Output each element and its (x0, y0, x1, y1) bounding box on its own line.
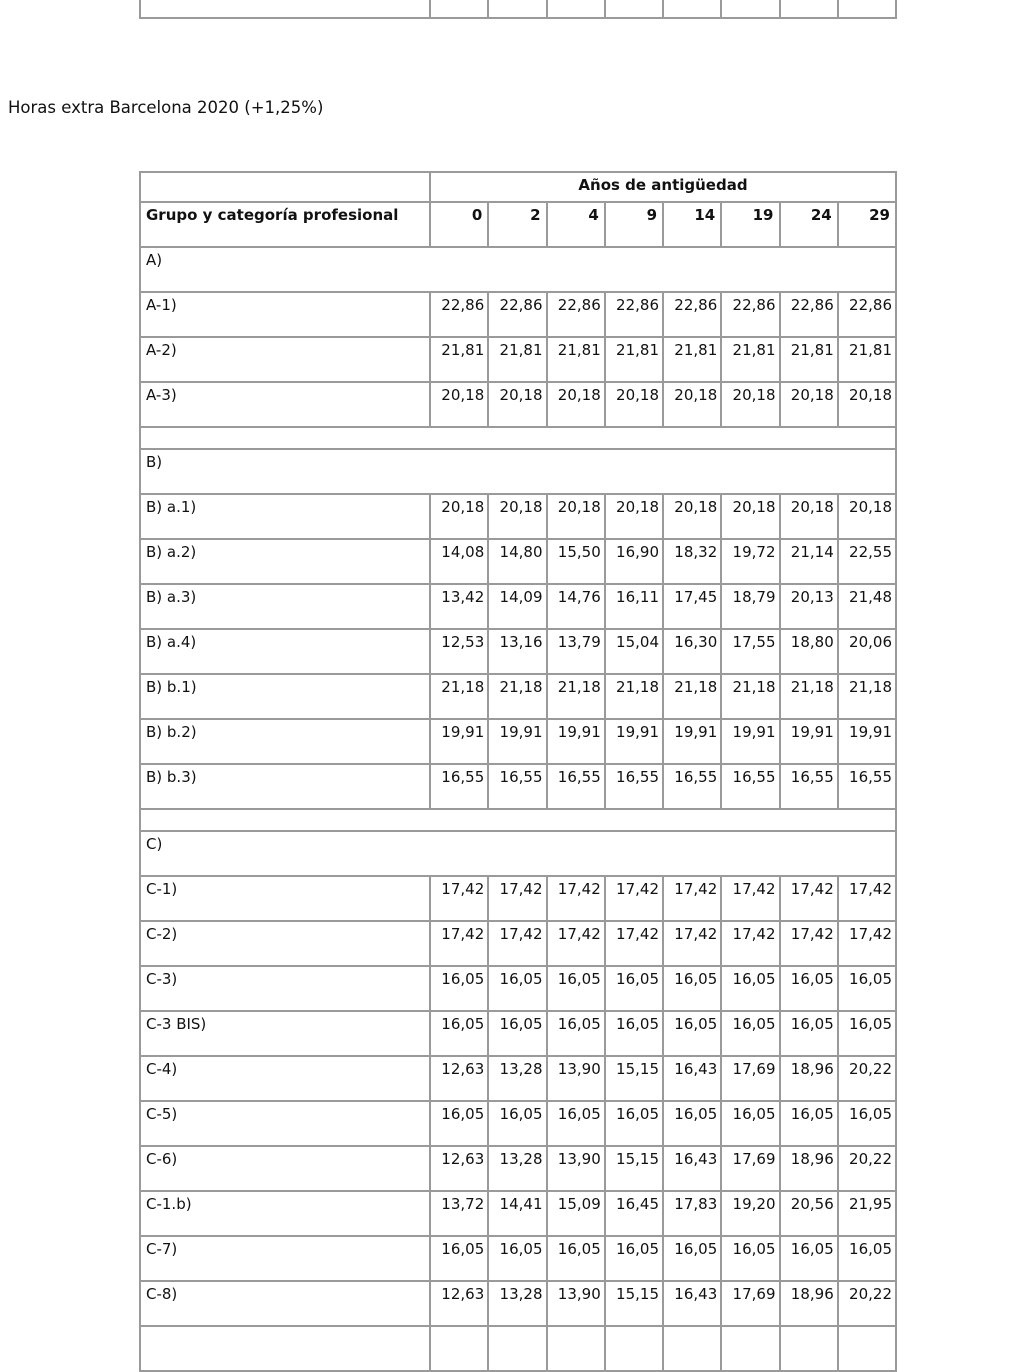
rate-cell: 20,22 (838, 1056, 896, 1101)
rate-cell: 21,81 (780, 337, 838, 382)
rate-cell: 12,63 (430, 1146, 488, 1191)
rate-cell: 16,05 (780, 1011, 838, 1056)
rate-cell: 19,91 (430, 719, 488, 764)
rate-cell: 17,42 (663, 876, 721, 921)
rate-cell: 19,91 (838, 719, 896, 764)
rate-cell: 15,15 (605, 1146, 663, 1191)
rate-cell: 21,14 (780, 539, 838, 584)
rate-cell: 16,05 (663, 966, 721, 1011)
rate-cell: 19,91 (721, 719, 779, 764)
rate-cell: 16,05 (605, 966, 663, 1011)
rate-cell: 20,06 (838, 629, 896, 674)
rate-cell: 16,55 (547, 764, 605, 809)
rate-cell: 18,79 (721, 584, 779, 629)
year-header: 2 (488, 202, 546, 247)
table-cell (430, 0, 488, 18)
table-row (140, 1101, 896, 1146)
rate-cell: 20,22 (838, 1146, 896, 1191)
rate-cell: 21,48 (838, 584, 896, 629)
rate-cell: 17,42 (488, 876, 546, 921)
year-header: 9 (605, 202, 663, 247)
rate-cell: 16,05 (721, 966, 779, 1011)
category-label: C-7) (140, 1236, 430, 1281)
rate-cell: 19,91 (488, 719, 546, 764)
rate-cell: 17,42 (721, 921, 779, 966)
year-header: 24 (780, 202, 838, 247)
rate-cell: 17,55 (721, 629, 779, 674)
rate-cell: 12,53 (430, 629, 488, 674)
table-row (140, 584, 896, 629)
rate-cell: 21,81 (430, 337, 488, 382)
rate-cell: 18,96 (780, 1281, 838, 1326)
rate-cell: 17,42 (663, 921, 721, 966)
group-label: A) (140, 247, 896, 292)
rate-cell: 19,91 (780, 719, 838, 764)
category-label: B) a.3) (140, 584, 430, 629)
group-row (140, 831, 896, 876)
rate-cell: 21,81 (605, 337, 663, 382)
rate-cell: 13,90 (547, 1056, 605, 1101)
year-header: 14 (663, 202, 721, 247)
year-header: 0 (430, 202, 488, 247)
rate-cell: 22,86 (430, 292, 488, 337)
rate-cell: 21,95 (838, 1191, 896, 1236)
table-cell (547, 0, 605, 18)
rate-cell: 21,81 (488, 337, 546, 382)
rate-cell: 21,18 (605, 674, 663, 719)
rate-cell: 16,05 (547, 1236, 605, 1281)
spacer-cell (140, 427, 896, 449)
table-row (140, 494, 896, 539)
rate-cell: 21,81 (721, 337, 779, 382)
rate-cell: 20,18 (605, 494, 663, 539)
rate-cell: 20,18 (838, 382, 896, 427)
table-row (140, 1191, 896, 1236)
rate-cell: 15,15 (605, 1281, 663, 1326)
rate-cell: 22,55 (838, 539, 896, 584)
rate-cell: 16,05 (838, 1101, 896, 1146)
rate-cell: 21,18 (430, 674, 488, 719)
rate-cell: 16,05 (430, 1101, 488, 1146)
table-row (140, 719, 896, 764)
rate-cell: 16,43 (663, 1281, 721, 1326)
table-cell (663, 0, 721, 18)
rate-cell: 13,90 (547, 1146, 605, 1191)
rate-cell: 18,96 (780, 1056, 838, 1101)
rate-cell: 16,55 (721, 764, 779, 809)
rate-cell: 16,11 (605, 584, 663, 629)
category-label: B) a.2) (140, 539, 430, 584)
rate-cell: 16,55 (488, 764, 546, 809)
rate-cell: 22,86 (547, 292, 605, 337)
category-label: C-4) (140, 1056, 430, 1101)
category-label (140, 1326, 430, 1371)
rate-cell: 16,05 (663, 1236, 721, 1281)
rate-cell: 20,18 (605, 382, 663, 427)
table-cell (780, 0, 838, 18)
table-body (140, 247, 896, 1371)
rate-cell: 20,18 (780, 494, 838, 539)
rate-cell (838, 1326, 896, 1371)
category-label: C-5) (140, 1101, 430, 1146)
rate-cell: 21,18 (663, 674, 721, 719)
rate-cell: 16,05 (605, 1011, 663, 1056)
rate-cell: 22,86 (721, 292, 779, 337)
rate-cell: 16,05 (721, 1101, 779, 1146)
rate-cell: 18,96 (780, 1146, 838, 1191)
category-label: A-1) (140, 292, 430, 337)
category-label: C-6) (140, 1146, 430, 1191)
rate-cell: 16,05 (547, 1011, 605, 1056)
header-empty-cell (140, 172, 430, 202)
table-cell (838, 0, 896, 18)
rate-cell: 13,79 (547, 629, 605, 674)
seniority-header: Años de antigüedad (430, 172, 896, 202)
rate-cell: 21,81 (838, 337, 896, 382)
rate-cell: 17,69 (721, 1146, 779, 1191)
rate-cell: 19,91 (663, 719, 721, 764)
rate-cell: 17,42 (605, 921, 663, 966)
rate-cell: 17,42 (721, 876, 779, 921)
category-label: A-2) (140, 337, 430, 382)
rate-cell: 16,05 (430, 1011, 488, 1056)
rate-cell: 22,86 (663, 292, 721, 337)
rate-cell: 16,05 (780, 966, 838, 1011)
table-cell (488, 0, 546, 18)
rate-cell: 17,83 (663, 1191, 721, 1236)
rate-cell: 13,16 (488, 629, 546, 674)
rate-cell: 16,05 (488, 1101, 546, 1146)
rate-cell: 16,05 (488, 1011, 546, 1056)
rate-cell: 16,55 (780, 764, 838, 809)
rate-cell: 17,42 (547, 876, 605, 921)
table-row (140, 382, 896, 427)
rate-cell: 20,13 (780, 584, 838, 629)
rate-cell (663, 1326, 721, 1371)
rate-cell: 12,63 (430, 1056, 488, 1101)
rate-cell: 21,18 (780, 674, 838, 719)
rate-cell: 13,28 (488, 1056, 546, 1101)
category-header: Grupo y categoría profesional (140, 202, 430, 247)
rate-cell: 22,86 (605, 292, 663, 337)
year-header: 19 (721, 202, 779, 247)
table-row (140, 629, 896, 674)
rate-cell: 20,56 (780, 1191, 838, 1236)
rate-cell: 22,86 (488, 292, 546, 337)
spacer-cell (140, 809, 896, 831)
previous-table-bottom (139, 0, 897, 19)
rate-cell: 15,09 (547, 1191, 605, 1236)
rate-cell: 16,05 (547, 966, 605, 1011)
rate-cell: 17,42 (780, 921, 838, 966)
rate-cell: 13,28 (488, 1146, 546, 1191)
rate-cell: 16,05 (488, 1236, 546, 1281)
rate-cell: 16,05 (605, 1101, 663, 1146)
rate-cell: 22,86 (780, 292, 838, 337)
rate-cell: 16,55 (430, 764, 488, 809)
rate-cell: 15,15 (605, 1056, 663, 1101)
rate-cell (780, 1326, 838, 1371)
table-row (140, 921, 896, 966)
table-row (140, 1146, 896, 1191)
table-row (140, 1326, 896, 1371)
group-label: C) (140, 831, 896, 876)
rate-cell: 19,72 (721, 539, 779, 584)
rate-cell: 16,05 (721, 1011, 779, 1056)
group-row (140, 247, 896, 292)
year-header: 4 (547, 202, 605, 247)
rate-cell: 20,18 (488, 382, 546, 427)
category-label: C-8) (140, 1281, 430, 1326)
rate-cell (488, 1326, 546, 1371)
table-row (140, 337, 896, 382)
rate-cell: 22,86 (838, 292, 896, 337)
rate-cell: 20,18 (430, 382, 488, 427)
rate-cell: 16,05 (430, 966, 488, 1011)
rate-cell: 21,81 (663, 337, 721, 382)
rate-cell: 17,42 (488, 921, 546, 966)
rate-cell: 13,72 (430, 1191, 488, 1236)
rate-cell: 20,18 (547, 382, 605, 427)
rate-cell: 14,80 (488, 539, 546, 584)
rate-cell: 16,05 (430, 1236, 488, 1281)
rate-cell: 13,42 (430, 584, 488, 629)
rate-cell: 20,18 (663, 382, 721, 427)
rate-cell: 14,09 (488, 584, 546, 629)
rate-cell: 16,55 (605, 764, 663, 809)
rate-cell: 19,91 (547, 719, 605, 764)
rate-cell: 20,18 (780, 382, 838, 427)
rate-cell: 12,63 (430, 1281, 488, 1326)
table-row (140, 674, 896, 719)
rate-cell: 20,18 (488, 494, 546, 539)
rate-cell: 17,42 (605, 876, 663, 921)
rate-cell: 21,81 (547, 337, 605, 382)
table-cell (721, 0, 779, 18)
rate-cell: 16,05 (780, 1101, 838, 1146)
rate-cell: 16,55 (663, 764, 721, 809)
rate-cell: 16,05 (780, 1236, 838, 1281)
rate-cell: 14,76 (547, 584, 605, 629)
rate-cell (605, 1326, 663, 1371)
header-row-group (140, 172, 896, 202)
rate-cell (430, 1326, 488, 1371)
rate-cell: 16,43 (663, 1056, 721, 1101)
table-cell (140, 0, 430, 18)
rate-cell: 20,18 (721, 382, 779, 427)
rate-cell: 17,42 (547, 921, 605, 966)
rate-cell: 16,43 (663, 1146, 721, 1191)
rate-cell: 17,42 (430, 876, 488, 921)
section-title: Horas extra Barcelona 2020 (+1,25%) (8, 98, 324, 117)
spacer-row (140, 427, 896, 449)
rate-cell: 17,42 (430, 921, 488, 966)
rate-cell: 16,05 (663, 1101, 721, 1146)
header-row-years (140, 202, 896, 247)
rate-cell: 16,05 (663, 1011, 721, 1056)
table-row (140, 1056, 896, 1101)
rate-cell: 17,69 (721, 1056, 779, 1101)
category-label: B) a.4) (140, 629, 430, 674)
rate-cell: 17,42 (780, 876, 838, 921)
table-row (140, 1281, 896, 1326)
rate-cell: 16,05 (488, 966, 546, 1011)
rate-cell: 15,04 (605, 629, 663, 674)
rate-cell: 16,05 (605, 1236, 663, 1281)
rate-cell: 14,08 (430, 539, 488, 584)
table-row (140, 764, 896, 809)
rate-cell: 16,30 (663, 629, 721, 674)
category-label: C-2) (140, 921, 430, 966)
rate-cell: 16,05 (838, 966, 896, 1011)
category-label: A-3) (140, 382, 430, 427)
table-row (140, 876, 896, 921)
year-header: 29 (838, 202, 896, 247)
table-row (140, 539, 896, 584)
category-label: C-3) (140, 966, 430, 1011)
rate-cell: 20,18 (663, 494, 721, 539)
rate-cell: 17,45 (663, 584, 721, 629)
rate-cell: 19,20 (721, 1191, 779, 1236)
rate-cell: 21,18 (838, 674, 896, 719)
rate-cell: 16,05 (547, 1101, 605, 1146)
table-row (140, 1236, 896, 1281)
rate-cell: 20,18 (721, 494, 779, 539)
rate-cell: 16,45 (605, 1191, 663, 1236)
category-label: C-1) (140, 876, 430, 921)
table-row (140, 966, 896, 1011)
rate-cell: 16,90 (605, 539, 663, 584)
rate-cell: 21,18 (547, 674, 605, 719)
rate-cell: 17,69 (721, 1281, 779, 1326)
spacer-row (140, 809, 896, 831)
rate-cell (721, 1326, 779, 1371)
category-label: B) a.1) (140, 494, 430, 539)
table-row (140, 1011, 896, 1056)
rate-cell: 21,18 (721, 674, 779, 719)
rate-cell: 16,05 (838, 1011, 896, 1056)
overtime-rates-table (139, 171, 897, 1372)
rate-cell: 20,18 (838, 494, 896, 539)
category-label: B) b.1) (140, 674, 430, 719)
rate-cell: 21,18 (488, 674, 546, 719)
category-label: B) b.3) (140, 764, 430, 809)
rate-cell: 20,18 (547, 494, 605, 539)
rate-cell: 14,41 (488, 1191, 546, 1236)
table-row (140, 0, 896, 18)
rate-cell: 20,18 (430, 494, 488, 539)
rate-cell (547, 1326, 605, 1371)
rate-cell: 13,28 (488, 1281, 546, 1326)
rate-cell: 19,91 (605, 719, 663, 764)
rate-cell: 16,05 (721, 1236, 779, 1281)
rate-cell: 13,90 (547, 1281, 605, 1326)
rate-cell: 15,50 (547, 539, 605, 584)
group-label: B) (140, 449, 896, 494)
rate-cell: 17,42 (838, 921, 896, 966)
category-label: C-3 BIS) (140, 1011, 430, 1056)
table-row (140, 292, 896, 337)
category-label: C-1.b) (140, 1191, 430, 1236)
rate-cell: 18,32 (663, 539, 721, 584)
rate-cell: 20,22 (838, 1281, 896, 1326)
category-label: B) b.2) (140, 719, 430, 764)
group-row (140, 449, 896, 494)
rate-cell: 17,42 (838, 876, 896, 921)
table-cell (605, 0, 663, 18)
rate-cell: 16,55 (838, 764, 896, 809)
rate-cell: 18,80 (780, 629, 838, 674)
rate-cell: 16,05 (838, 1236, 896, 1281)
